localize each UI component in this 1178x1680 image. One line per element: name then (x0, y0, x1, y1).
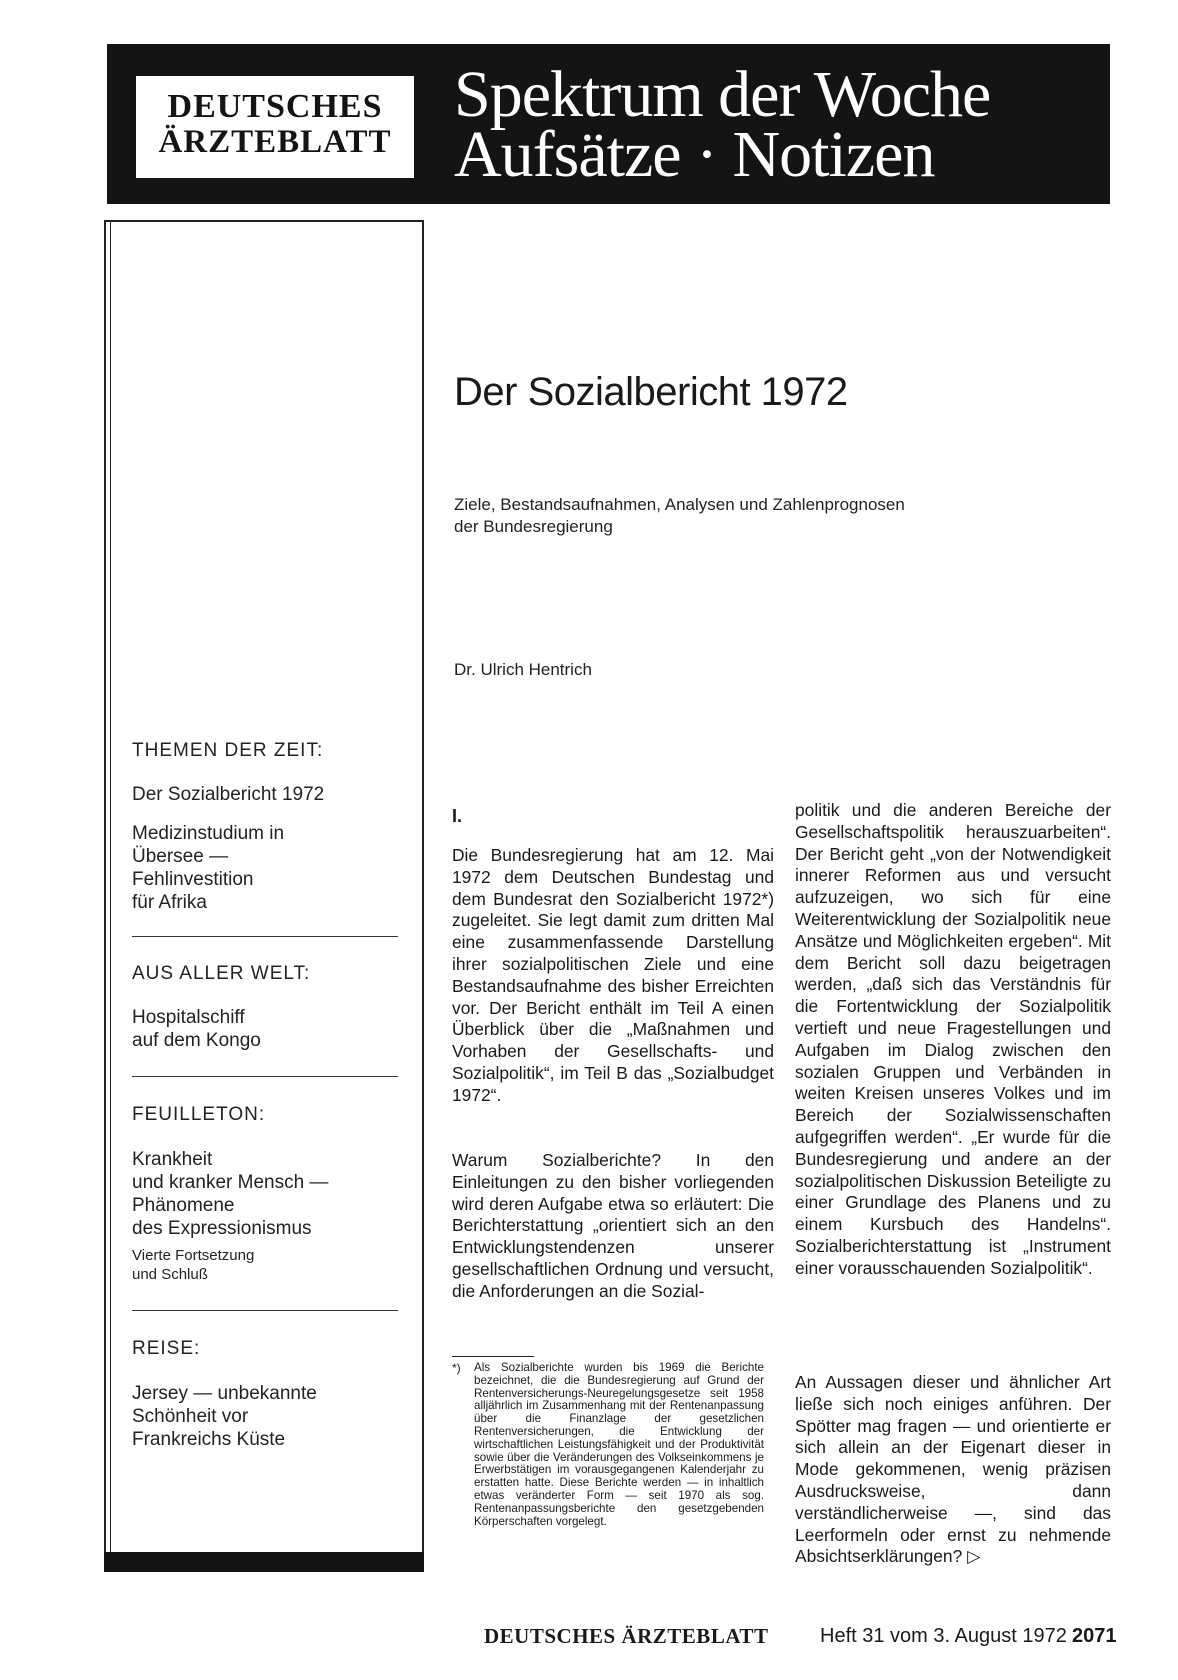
section-title-line-2: Aufsätze · Notizen (454, 118, 935, 191)
footer-journal-name: DEUTSCHES ÄRZTEBLATT (484, 1624, 769, 1648)
journal-logo (136, 76, 414, 178)
sidebar-heading-aus-aller-welt: AUS ALLER WELT: (132, 963, 311, 984)
body-paragraph: Warum Sozialberichte? In den Einleitungen zu den bisher vorliegenden wird deren Aufgabe etwa so erläutert: Die Berichterstattung „orientiert sich an den Entwicklungstendenzen unserer gesellschaftlichen Ordnung und versucht, die Anforderungen an die Sozial- (452, 1150, 774, 1301)
logo-line-2: ÄRZTEBLATT (158, 124, 392, 160)
sidebar-bottom-bar (104, 1552, 424, 1572)
footnote-rule (452, 1356, 534, 1357)
body-paragraph: Die Bundesregierung hat am 12. Mai 1972 dem Deutschen Bundestag und dem Bundesrat den Sozialbericht 1972*) zugeleitet. Sie legt damit zum dritten Mal eine zusammenfassende Darstellung ihrer sozialpolitischen Ziele und eine Bestandsaufnahme des bisher Erreichten vor. Der Bericht enthält im Teil A einen Überblick über die „Maßnahmen und Vorhaben der Gesellschafts- und Sozialpolitik“, im Teil B das „Sozialbudget 1972“. (452, 845, 774, 1105)
sidebar-divider (132, 1076, 398, 1077)
article-subtitle: Ziele, Bestandsaufnahmen, Analysen und Zahlenprognosen der Bundesregierung (454, 495, 905, 536)
sidebar-item-hospitalschiff: Hospitalschiff auf dem Kongo (132, 1007, 261, 1051)
sidebar-heading-feuilleton: FEUILLETON: (132, 1104, 266, 1125)
body-paragraph: An Aussagen dieser und ähnlicher Art ließe sich noch einiges anführen. Der Spötter mag fragen — und orientierte er sich allein an der Eigenart dieser in Mode gekommenen, wenig präzisen Ausdrucksweise, dann verständlicherweise —, sind das Leerformeln oder ernst zu nehmende Absichtserklärungen? ▷ (795, 1372, 1111, 1567)
page-number: 2071 (1072, 1625, 1117, 1647)
footnote-marker: *) (452, 1361, 461, 1375)
logo-line-1: DEUTSCHES (167, 88, 383, 125)
sidebar-item-krankheit: Krankheit und kranker Mensch — Phänomene des Expressionismus (132, 1149, 329, 1239)
section-number: I. (452, 806, 463, 826)
sidebar-inner-rule (110, 222, 111, 1552)
sidebar-item-note: Vierte Fortsetzung und Schluß (132, 1247, 255, 1283)
sidebar-item-medizinstudium: Medizinstudium in Übersee — Fehlinvestition für Afrika (132, 823, 285, 913)
sidebar-heading-reise: REISE: (132, 1338, 201, 1359)
article-author: Dr. Ulrich Hentrich (454, 660, 592, 679)
sidebar-item-sozialbericht: Der Sozialbericht 1972 (132, 784, 325, 805)
body-paragraph: politik und die anderen Bereiche der Gesellschaftspolitik herauszuarbeiten“. Der Bericht geht „von der Notwendigkeit innerer Reformen aus und versucht aufzuzeigen, wo sich für eine Weiterentwicklung der Sozialpolitik neue Ansätze und Möglichkeiten ergeben“. Mit dem Bericht soll dazu beigetragen werden, „daß sich das Verständnis für die Fortentwicklung der Sozialpolitik vertieft und neue Fragestellungen und Aufgaben im Dialog zwischen den sozialen Gruppen und Verbänden in weiten Kreisen unseres Volkes und im Bereich der Sozialwissenschaften aufgegriffen werden“. „Er wurde für die Bundesregierung und andere an der sozialpolitischen Diskussion Beteiligte zu einer Grundlage des Planens und zu einem Kursbuch des Handelns“. Sozialberichterstattung ist „Instrument einer vorausschauenden Sozialpolitik“. (795, 800, 1111, 1278)
footnote-text: Als Sozialberichte wurden bis 1969 die Berichte bezeichnet, die die Bundesregierung auf Grund der Rentenversicherungs-Neuregelungsgesetze seit 1958 alljährlich im Zusammenhang mit der Rentenanpassung über die Finanzlage der gesetzlichen Rentenversicherungen, die Entwicklung der wirtschaftlichen Leistungsfähigkeit und der Produktivität sowie über die Veränderungen des Volkseinkommens je Erwerbstätigen im vorausgegangenen Kalenderjahr zu erstatten hatte. Diese Berichte werden — in inhaltlich etwas veränderter Form — seit 1970 als sog. Rentenanpassungsberichte den gesetzgebenden Körperschaften vorgelegt. (474, 1361, 764, 1528)
article-title: Der Sozialbericht 1972 (454, 370, 848, 414)
section-title-line-1: Spektrum der Woche (454, 58, 991, 131)
footer-issue: Heft 31 vom 3. August 1972 (820, 1625, 1067, 1647)
sidebar-item-jersey: Jersey — unbekannte Schönheit vor Frankreichs Küste (132, 1383, 317, 1450)
sidebar-divider (132, 1310, 398, 1311)
sidebar-heading-themen: THEMEN DER ZEIT: (132, 740, 324, 761)
sidebar-divider (132, 936, 398, 937)
